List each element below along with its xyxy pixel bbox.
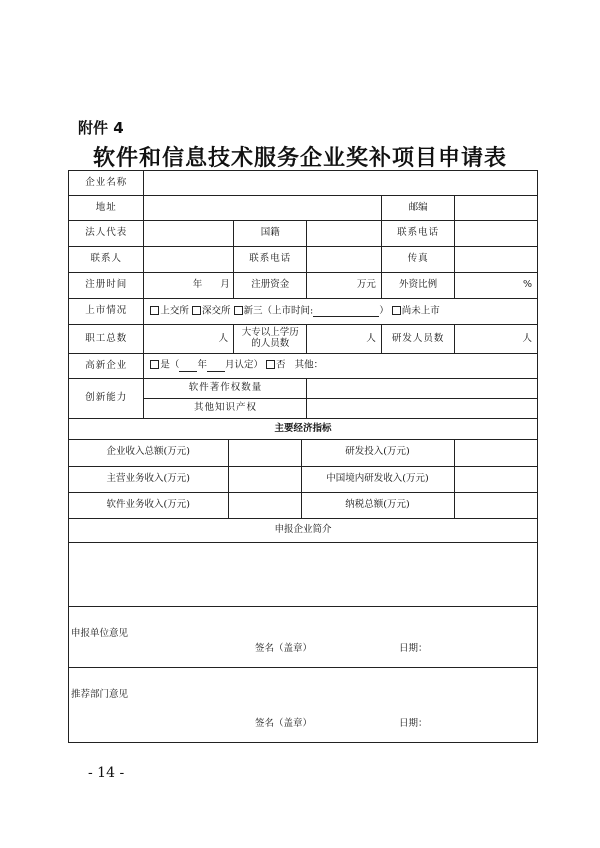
hitech-options (144, 354, 538, 379)
software-revenue-field[interactable] (228, 492, 301, 518)
reg-time-label: 注册时间 (69, 273, 144, 299)
innovation-label: 创新能力 (69, 379, 144, 419)
table-row (69, 466, 538, 492)
table-row (69, 519, 538, 543)
reg-capital-label: 注册资金 (234, 273, 307, 299)
phone-field[interactable] (455, 221, 538, 247)
software-copyright-field[interactable] (307, 379, 538, 399)
other-ip-label: 其他知识产权 (144, 399, 307, 419)
staff-total-unit[interactable]: 人 (144, 325, 234, 354)
year-label: 年 (192, 279, 203, 291)
reg-capital-unit[interactable]: 万元 (307, 273, 381, 299)
rd-staff-label: 研发人员数 (381, 325, 454, 354)
table-row (69, 379, 538, 399)
address-field[interactable] (144, 196, 381, 221)
table-row (69, 492, 538, 518)
nationality-label: 国籍 (234, 221, 307, 247)
recommender-date-label: 日期： (399, 718, 428, 730)
total-revenue-label: 企业收入总额(万元) (69, 440, 228, 466)
contact-field[interactable] (144, 247, 234, 273)
yes-label: 是（ (160, 359, 180, 371)
hitech-no-checkbox[interactable] (266, 360, 275, 369)
szse-checkbox[interactable] (192, 306, 201, 315)
sse-checkbox[interactable] (150, 306, 159, 315)
table-row (69, 171, 538, 196)
table-row (69, 247, 538, 273)
recommender-opinion-cell[interactable] (69, 668, 538, 743)
econ-indicators-cell (69, 440, 538, 519)
contact-phone-label: 联系电话 (234, 247, 307, 273)
recommender-opinion-label: 推荐部门意见 (71, 689, 129, 700)
legal-rep-label: 法人代表 (69, 221, 144, 247)
szse-label: 深交所 (201, 305, 231, 317)
month-label: 月 (220, 279, 230, 291)
applicant-opinion-cell[interactable] (69, 607, 538, 668)
neeq-close: ） (379, 305, 389, 317)
neeq-label: 新三（上市时间: (243, 305, 314, 317)
college-staff-label (234, 325, 307, 354)
company-name-field[interactable] (144, 171, 538, 196)
applicant-date-label: 日期： (399, 643, 428, 655)
rd-investment-field[interactable] (454, 440, 538, 466)
tax-total-field[interactable] (454, 492, 538, 518)
application-form-table (68, 170, 538, 743)
fax-field[interactable] (455, 247, 538, 273)
applicant-sign-label: 签名（盖章） (255, 643, 313, 655)
company-name-label: 企业名称 (69, 171, 144, 196)
recommender-sign-label: 签名（盖章） (255, 718, 313, 730)
reg-time-field[interactable] (144, 273, 234, 299)
main-revenue-label: 主营业务收入(万元) (69, 466, 228, 492)
college-staff-unit[interactable]: 人 (307, 325, 381, 354)
legal-rep-field[interactable] (144, 221, 234, 247)
other-ip-field[interactable] (307, 399, 538, 419)
college-staff-label-line1: 大专以上学历 (241, 327, 299, 339)
contact-phone-field[interactable] (307, 247, 381, 273)
page-number: - 14 - (88, 765, 125, 781)
listing-date-field[interactable] (313, 307, 379, 317)
table-row (69, 668, 538, 743)
table-row (69, 273, 538, 299)
rd-staff-unit[interactable]: 人 (455, 325, 538, 354)
table-row (69, 419, 538, 440)
address-label: 地址 (69, 196, 144, 221)
rd-investment-label: 研发投入(万元) (301, 440, 454, 466)
college-staff-label-line2: 的人员数 (251, 338, 290, 349)
intro-field[interactable] (69, 543, 538, 607)
total-revenue-field[interactable] (228, 440, 301, 466)
listing-label: 上市情况 (69, 299, 144, 325)
table-row (69, 354, 538, 379)
hitech-label: 高新企业 (69, 354, 144, 379)
other-label: 其他： (294, 359, 324, 371)
domestic-rd-field[interactable] (454, 466, 538, 492)
postcode-field[interactable] (455, 196, 538, 221)
table-row (69, 221, 538, 247)
software-revenue-label: 软件业务收入(万元) (69, 492, 228, 518)
econ-indicators-row (69, 440, 538, 519)
main-revenue-field[interactable] (228, 466, 301, 492)
table-row (69, 543, 538, 607)
applicant-opinion-label: 申报单位意见 (71, 628, 129, 639)
staff-total-label: 职工总数 (69, 325, 144, 354)
neeq-checkbox[interactable] (234, 306, 243, 315)
table-row (69, 196, 538, 221)
hitech-month-label: 月认定） (224, 359, 263, 371)
form-title: 软件和信息技术服务企业奖补项目申请表 (92, 145, 507, 171)
tax-total-label: 纳税总额(万元) (301, 492, 454, 518)
hitech-year-field[interactable] (179, 362, 197, 372)
table-row (69, 325, 538, 354)
econ-section-header: 主要经济指标 (69, 419, 538, 440)
hitech-month-field[interactable] (207, 362, 225, 372)
not-listed-checkbox[interactable] (392, 306, 401, 315)
hitech-yes-checkbox[interactable] (150, 360, 159, 369)
sse-label: 上交所 (160, 305, 189, 317)
domestic-rd-label: 中国境内研发收入(万元) (301, 466, 454, 492)
table-row (69, 607, 538, 668)
intro-section-header: 申报企业简介 (69, 519, 538, 543)
phone-label: 联系电话 (381, 221, 454, 247)
postcode-label: 邮编 (381, 196, 454, 221)
table-row (69, 440, 538, 466)
contact-label: 联系人 (69, 247, 144, 273)
fax-label: 传真 (381, 247, 454, 273)
no-label: 否 (276, 359, 286, 371)
attachment-label: 附件 4 (78, 119, 124, 137)
hitech-year-label: 年 (197, 359, 207, 371)
foreign-ratio-unit[interactable]: % (455, 273, 538, 299)
listing-options (144, 299, 538, 325)
table-row (69, 299, 538, 325)
not-listed-label: 尚未上市 (401, 305, 440, 317)
econ-indicators-table (69, 440, 538, 518)
software-copyright-label: 软件著作权数量 (144, 379, 307, 399)
nationality-field[interactable] (307, 221, 381, 247)
foreign-ratio-label: 外资比例 (381, 273, 454, 299)
